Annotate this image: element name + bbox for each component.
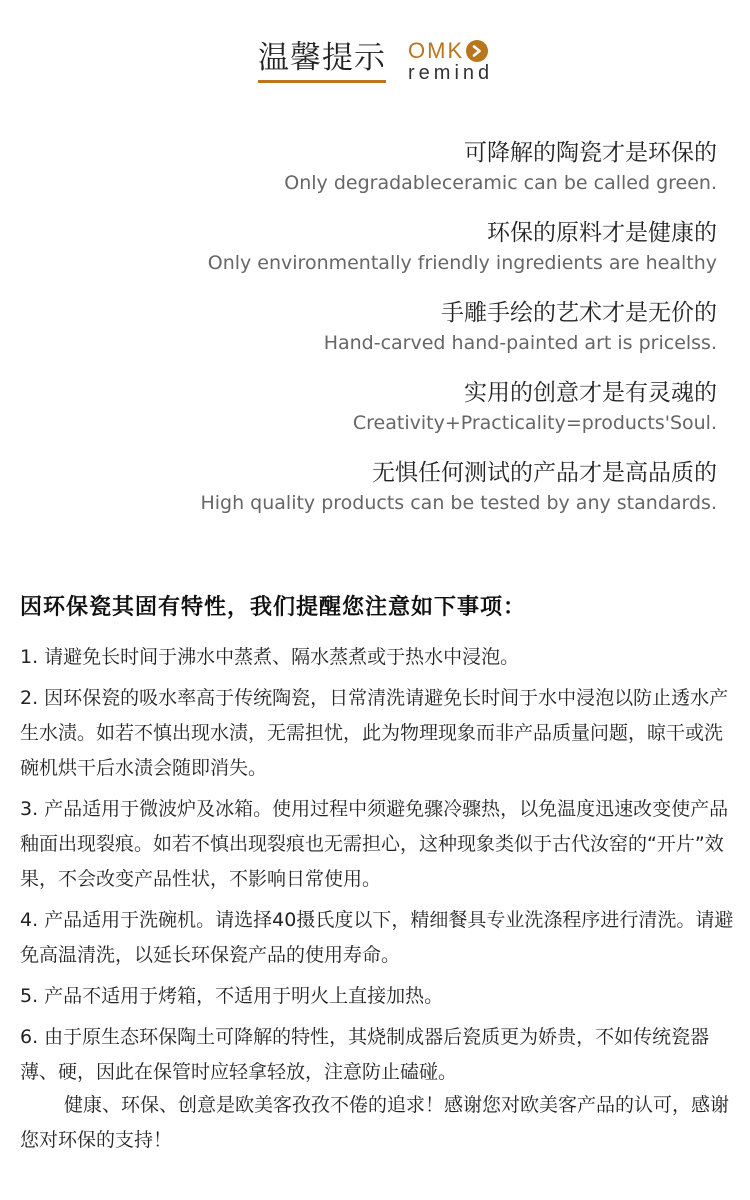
slogan-en: Only environmentally friendly ingredients are healthy: [207, 252, 717, 274]
notice-list: [20, 640, 736, 1096]
slogan-item: [117, 297, 717, 377]
slogan-cn: 环保的原料才是健康的: [487, 220, 717, 246]
slogan-cn: 无惧任何测试的产品才是高品质的: [372, 460, 717, 486]
notice-item: 6. 由于原生态环保陶土可降解的特性，其烧制成器后瓷质更为娇贵，不如传统瓷器薄、硬，因此在保管时应轻拿轻放，注意防止磕碰。: [20, 1026, 710, 1083]
title-underline: [258, 80, 386, 83]
header: [0, 0, 750, 100]
slogan-item: [117, 217, 717, 297]
closing-paragraph: 健康、环保、创意是欧美客孜孜不倦的追求！感谢您对欧美客产品的认可，感谢您对环保的支持！: [20, 1094, 730, 1151]
page-subtitle: remind: [408, 62, 494, 84]
slogan-cn: 手雕手绘的艺术才是无价的: [441, 300, 717, 326]
notice-item: 4. 产品适用于洗碗机。请选择40摄氏度以下，精细餐具专业洗涤程序进行清洗。请避免高温清洗，以延长环保瓷产品的使用寿命。: [20, 909, 734, 966]
slogan-cn: 可降解的陶瓷才是环保的: [464, 140, 717, 166]
chevron-right-icon: [466, 40, 488, 62]
slogan-item: [117, 137, 717, 217]
notice-item: 3. 产品适用于微波炉及冰箱。使用过程中须避免骤冷骤热，以免温度迅速改变使产品釉面出现裂痕。如若不慎出现裂痕也无需担心，这种现象类似于古代汝窑的“开片”效果，不会改变产品性状，不影响日常使用。: [20, 798, 729, 890]
notice-item: 5. 产品不适用于烤箱，不适用于明火上直接加热。: [20, 985, 444, 1007]
slogan-en: Creativity+Practicality=products'Soul.: [352, 412, 717, 434]
notice-heading: 因环保瓷其固有特性，我们提醒您注意如下事项：: [20, 595, 527, 620]
notice-item: 1. 请避免长时间于沸水中蒸煮、隔水蒸煮或于热水中浸泡。: [20, 646, 520, 668]
brand-logo: [408, 38, 488, 64]
brand-name: OMK: [408, 38, 465, 63]
slogan-en: Only degradableceramic can be called green.: [284, 172, 717, 194]
page-title: 温馨提示: [258, 40, 386, 76]
slogan-list: [117, 137, 717, 537]
notice-item: 2. 因环保瓷的吸水率高于传统陶瓷，日常清洗请避免长时间于水中浸泡以防止透水产生水渍。如若不慎出现水渍，无需担忧，此为物理现象而非产品质量问题，晾干或洗碗机烘干后水渍会随即消失。: [20, 687, 729, 779]
slogan-en: Hand-carved hand-painted art is pricelss.: [323, 332, 717, 354]
slogan-cn: 实用的创意才是有灵魂的: [464, 380, 717, 406]
slogan-item: [117, 457, 717, 537]
slogan-en: High quality products can be tested by any standards.: [200, 492, 717, 514]
slogan-item: [117, 377, 717, 457]
